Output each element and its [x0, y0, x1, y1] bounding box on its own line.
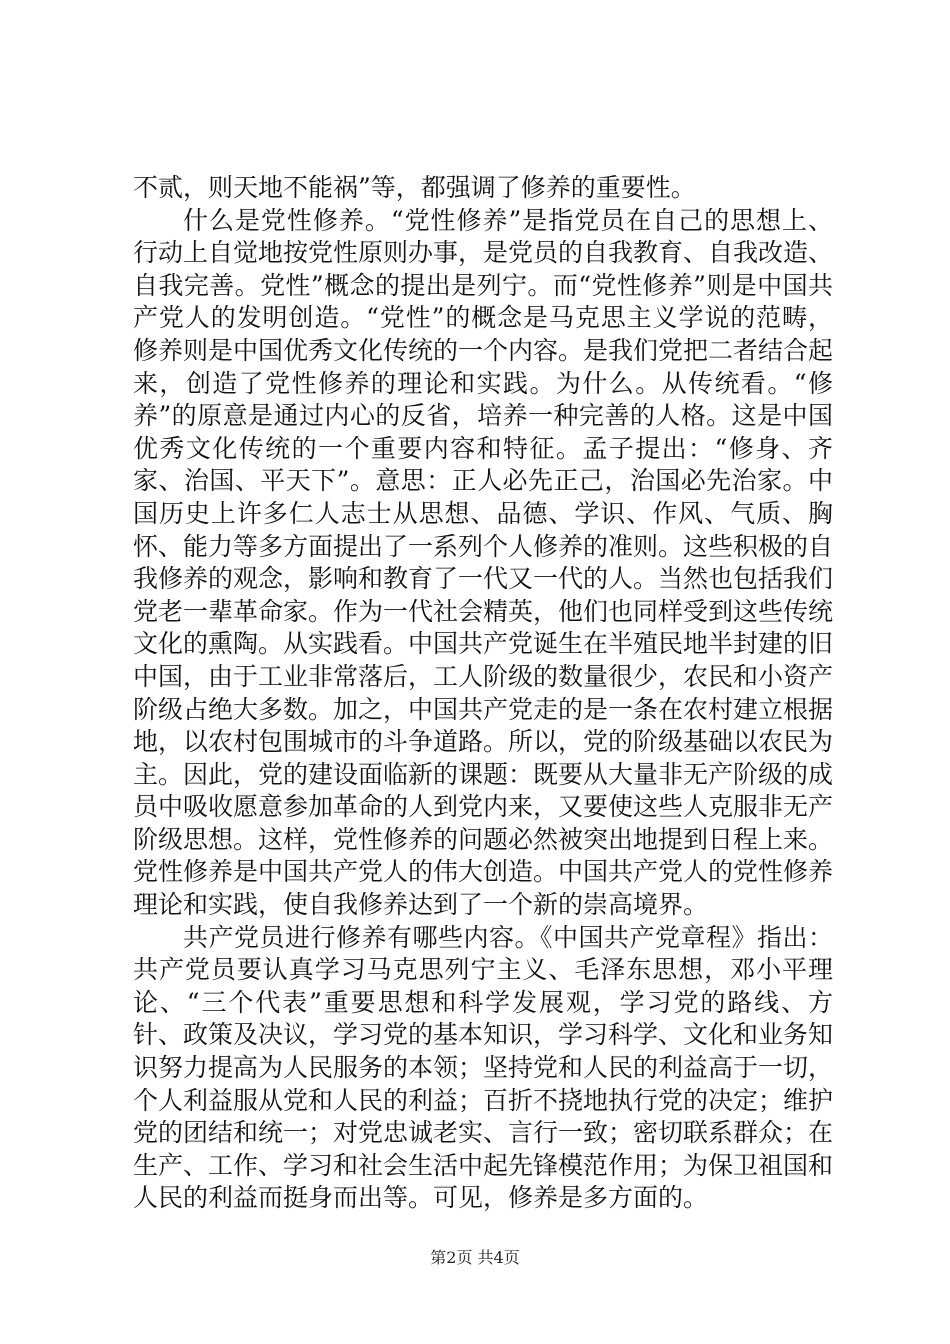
paragraph-2: 什么是党性修养。“党性修养”是指党员在自己的思想上、行动上自觉地按党性原则办事，是党员的自我教育、自我改造、自我完善。党性”概念的提出是列宁。而“党性修养”则是中国共产党人的发明创造。“党性”的概念是马克思主义学说的范畴，修养则是中国优秀文化传统的一个内容。是我们党把二者结合起来，创造了党性修养的理论和实践。为什么。从传统看。“修养”的原意是通过内心的反省，培养一种完善的人格。这是中国优秀文化传统的一个重要内容和特征。孟子提出：“修身、齐家、治国、平天下”。意思：正人必先正己，治国必先治家。中国历史上许多仁人志士从思想、品德、学识、作风、气质、胸怀、能力等多方面提出了一系列个人修养的准则。这些积极的自我修养的观念，影响和教育了一代又一代的人。当然也包括我们党老一辈革命家。作为一代社会精英，他们也同样受到这些传统文化的熏陶。从实践看。中国共产党诞生在半殖民地半封建的旧中国，由于工业非常落后，工人阶级的数量很少，农民和小资产阶级占绝大多数。加之，中国共产党走的是一条在农村建立根据地，以农村包围城市的斗争道路。所以，党的阶级基础以农民为主。因此，党的建设面临新的课题：既要从大量非无产阶级的成员中吸收愿意参加革命的人到党内来，又要使这些人克服非无产阶级思想。这样，党性修养的问题必然被突出地提到日程上来。党性修养是中国共产党人的伟大创造。中国共产党人的党性修养理论和实践，使自我修养达到了一个新的崇高境界。 — [133, 205, 834, 920]
paragraph-1: 不贰，则天地不能祸”等，都强调了修养的重要性。 — [133, 173, 696, 202]
page-footer: 第2页 共4页 — [430, 1248, 520, 1267]
paragraph-3: 共产党员进行修养有哪些内容。《中国共产党章程》指出：共产党员要认真学习马克思列宁主义、毛泽东思想，邓小平理论、“三个代表”重要思想和科学发展观，学习党的路线、方针、政策及决议，学习党的基本知识，学习科学、文化和业务知识努力提高为人民服务的本领；坚持党和人民的利益高于一切，个人利益服从党和人民的利益；百折不挠地执行党的决定；维护党的团结和统一；对党忠诚老实、言行一致；密切联系群众；在生产、工作、学习和社会生活中起先锋模范作用；为保卫祖国和人民的利益而挺身而出等。可见，修养是多方面的。 — [133, 922, 834, 1213]
document-body — [133, 172, 833, 1215]
